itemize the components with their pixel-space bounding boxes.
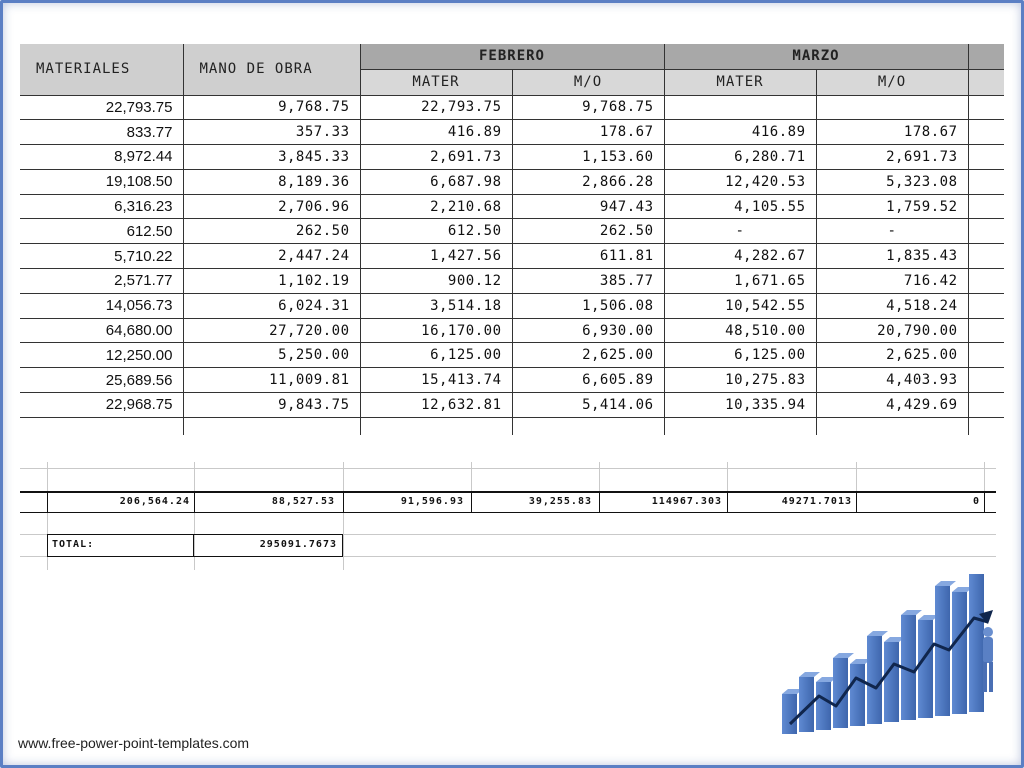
total-materiales: 206,564.24: [119, 496, 190, 507]
table-cell: 357.33: [183, 120, 360, 145]
table-cell: 2,691.73: [816, 145, 968, 170]
table-cell: 16,170.00: [360, 318, 512, 343]
table-cell: -: [664, 219, 816, 244]
header-mano-de-obra: MANO DE OBRA: [183, 44, 360, 95]
table-cell: 9,768.75: [183, 95, 360, 120]
total-extra: 0: [972, 496, 980, 507]
table-cell: 416.89: [360, 120, 512, 145]
chart-bar-top: [799, 672, 820, 677]
table-cell-empty: [968, 145, 1004, 170]
table-cell: 3,845.33: [183, 145, 360, 170]
table-body: [20, 95, 1004, 435]
table-cell: 8,189.36: [183, 169, 360, 194]
table-cell: 20,790.00: [816, 318, 968, 343]
table-cell-empty: [968, 368, 1004, 393]
table-cell: 14,056.73: [20, 293, 183, 318]
table-cell: 2,866.28: [512, 169, 664, 194]
table-row: [20, 145, 1004, 170]
table-cell-empty: [968, 318, 1004, 343]
chart-bar: [969, 574, 984, 712]
table-cell: 10,275.83: [664, 368, 816, 393]
header-mar-mater: MATER: [664, 69, 816, 95]
table-cell: 4,518.24: [816, 293, 968, 318]
table-row: [20, 368, 1004, 393]
chart-bar-top: [833, 653, 854, 658]
table-cell: 1,102.19: [183, 269, 360, 294]
total-feb-mater: 91,596.93: [400, 496, 464, 507]
table-cell: 833.77: [20, 120, 183, 145]
table-cell: 3,514.18: [360, 293, 512, 318]
table-cell: [664, 95, 816, 120]
table-cell-empty: [968, 95, 1004, 120]
table-cell: 6,316.23: [20, 194, 183, 219]
table-cell: 2,447.24: [183, 244, 360, 269]
header-blank-2: [968, 69, 1004, 95]
table-row-spacer: [20, 417, 1004, 435]
table-cell: 5,323.08: [816, 169, 968, 194]
table-cell: 262.50: [512, 219, 664, 244]
table-cell: 12,632.81: [360, 393, 512, 418]
table-cell: [816, 95, 968, 120]
table-cell: 19,108.50: [20, 169, 183, 194]
table-cell: 9,843.75: [183, 393, 360, 418]
table-row: [20, 269, 1004, 294]
table-row: [20, 318, 1004, 343]
table-cell: 716.42: [816, 269, 968, 294]
table-row: [20, 194, 1004, 219]
table-cell: 6,125.00: [360, 343, 512, 368]
website-url: www.free-power-point-templates.com: [18, 735, 250, 751]
table-cell-empty: [968, 194, 1004, 219]
table-cell: 1,427.56: [360, 244, 512, 269]
table-row: [20, 293, 1004, 318]
table-cell: 6,024.31: [183, 293, 360, 318]
table-cell: 178.67: [816, 120, 968, 145]
table-cell-empty: [968, 269, 1004, 294]
table-cell: 5,414.06: [512, 393, 664, 418]
total-mar-mater: 114967.303: [651, 496, 722, 507]
table-cell: 2,625.00: [816, 343, 968, 368]
table-cell: 8,972.44: [20, 145, 183, 170]
table-cell: 27,720.00: [183, 318, 360, 343]
table-cell: 12,420.53: [664, 169, 816, 194]
table-row: [20, 120, 1004, 145]
table-cell: 64,680.00: [20, 318, 183, 343]
table-cell: 6,605.89: [512, 368, 664, 393]
table-cell-empty: [968, 169, 1004, 194]
table-cell: 25,689.56: [20, 368, 183, 393]
table-cell-empty: [968, 120, 1004, 145]
chart-bar-top: [867, 631, 888, 636]
table-cell: 6,687.98: [360, 169, 512, 194]
total-label: TOTAL:: [52, 539, 95, 550]
table-cell: 1,835.43: [816, 244, 968, 269]
table-cell: 1,671.65: [664, 269, 816, 294]
table-cell: 4,403.93: [816, 368, 968, 393]
chart-bar: [918, 620, 933, 718]
table-cell-empty: [968, 343, 1004, 368]
table-cell: 900.12: [360, 269, 512, 294]
table-cell: 22,793.75: [20, 95, 183, 120]
table-cell: 2,210.68: [360, 194, 512, 219]
table-cell: 2,571.77: [20, 269, 183, 294]
table-cell: 5,250.00: [183, 343, 360, 368]
table-cell: 4,429.69: [816, 393, 968, 418]
chart-bar-top: [935, 581, 956, 586]
header-mar-mo: M/O: [816, 69, 968, 95]
table-cell-empty: [968, 219, 1004, 244]
table-cell: 1,759.52: [816, 194, 968, 219]
table-row: [20, 244, 1004, 269]
header-feb-mater: MATER: [360, 69, 512, 95]
bar-chart-graphic: [774, 574, 1014, 744]
header-marzo: MARZO: [664, 44, 968, 69]
table-cell: 2,625.00: [512, 343, 664, 368]
table-cell: 385.77: [512, 269, 664, 294]
table-cell: 4,105.55: [664, 194, 816, 219]
table-cell: 611.81: [512, 244, 664, 269]
table-cell: 12,250.00: [20, 343, 183, 368]
table-cell-empty: [968, 244, 1004, 269]
table-row: [20, 219, 1004, 244]
cost-table: [20, 44, 1004, 435]
chart-bar: [816, 682, 831, 730]
table-cell: 10,335.94: [664, 393, 816, 418]
table-cell: 1,506.08: [512, 293, 664, 318]
table-cell: 262.50: [183, 219, 360, 244]
table-cell: 48,510.00: [664, 318, 816, 343]
total-feb-mo: 39,255.83: [528, 496, 592, 507]
table-cell: 2,691.73: [360, 145, 512, 170]
table-cell: 4,282.67: [664, 244, 816, 269]
table-cell: 10,542.55: [664, 293, 816, 318]
table-cell: 416.89: [664, 120, 816, 145]
grand-total-value: 295091.7673: [259, 539, 337, 550]
table-row: [20, 169, 1004, 194]
total-mano-de-obra: 88,527.53: [271, 496, 335, 507]
table-cell: 1,153.60: [512, 145, 664, 170]
chart-bar: [884, 642, 899, 722]
header-materiales: MATERIALES: [20, 44, 183, 95]
table-cell: 6,280.71: [664, 145, 816, 170]
table-cell: 11,009.81: [183, 368, 360, 393]
chart-bar-top: [901, 610, 922, 615]
chart-bar: [952, 592, 967, 714]
table-cell: 5,710.22: [20, 244, 183, 269]
chart-bar: [782, 694, 797, 734]
chart-bar: [850, 664, 865, 726]
table-cell-empty: [968, 393, 1004, 418]
table-row: [20, 343, 1004, 368]
total-mar-mo: 49271.7013: [781, 496, 852, 507]
header-blank: [968, 44, 1004, 69]
table-cell: 9,768.75: [512, 95, 664, 120]
table-cell: 15,413.74: [360, 368, 512, 393]
table-cell: -: [816, 219, 968, 244]
table-cell: 612.50: [20, 219, 183, 244]
header-febrero: FEBRERO: [360, 44, 664, 69]
table-cell: 22,793.75: [360, 95, 512, 120]
table-cell: 6,930.00: [512, 318, 664, 343]
table-row: [20, 95, 1004, 120]
table-cell: 22,968.75: [20, 393, 183, 418]
table-cell-empty: [968, 293, 1004, 318]
table-cell: 947.43: [512, 194, 664, 219]
header-feb-mo: M/O: [512, 69, 664, 95]
table-cell: 6,125.00: [664, 343, 816, 368]
table-cell: 2,706.96: [183, 194, 360, 219]
chart-bar: [867, 636, 882, 724]
table-cell: 178.67: [512, 120, 664, 145]
table-row: [20, 393, 1004, 418]
table-cell: 612.50: [360, 219, 512, 244]
